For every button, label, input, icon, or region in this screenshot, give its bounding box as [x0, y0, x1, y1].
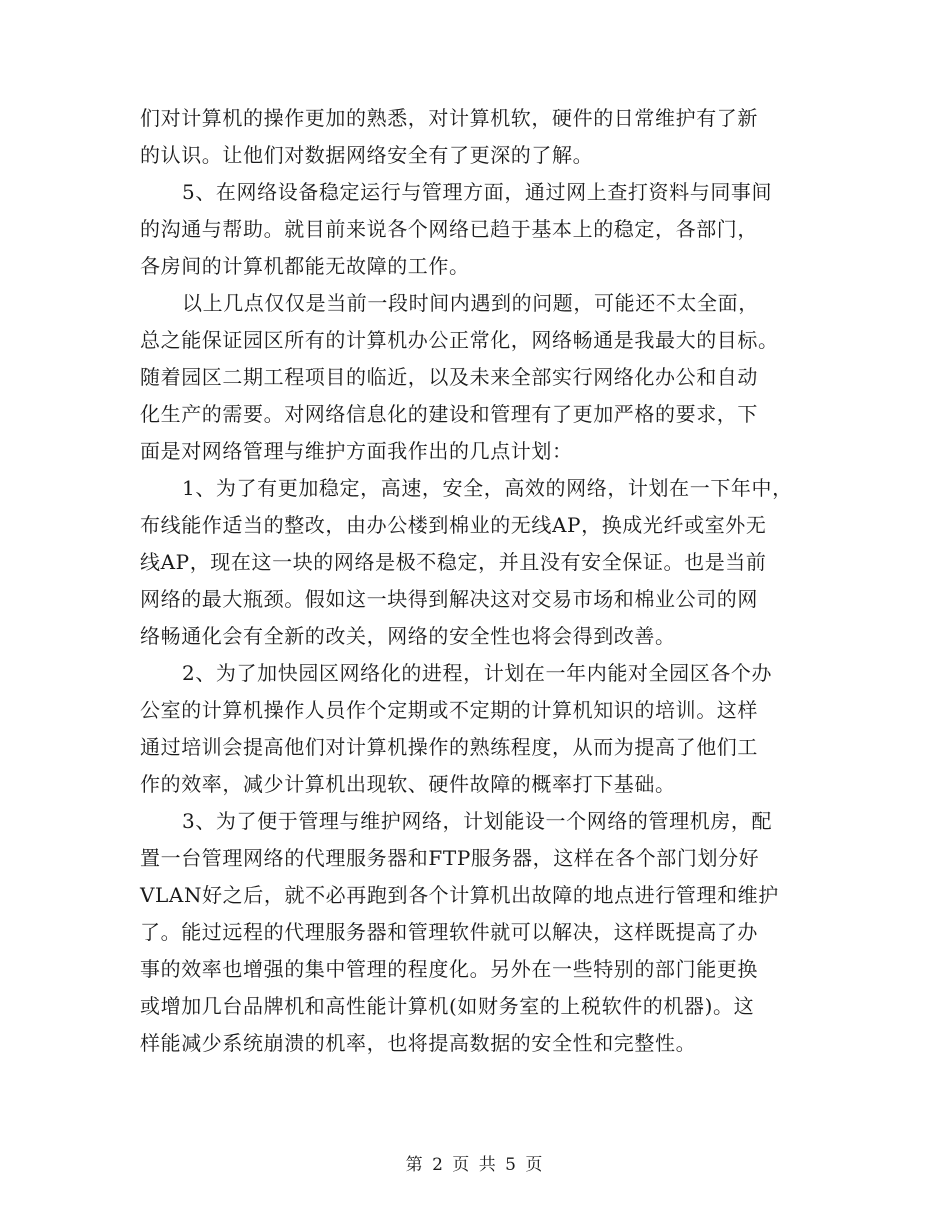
- page-number-footer: 第 2 页 共 5 页: [405, 1155, 545, 1175]
- text-line: 置一台管理网络的代理服务器和FTP服务器，这样在各个部门划分好: [140, 846, 760, 870]
- text-line: 或增加几台品牌机和高性能计算机(如财务室的上税软件的机器)。这: [140, 994, 755, 1018]
- text-line: 事的效率也增强的集中管理的程度化。另外在一些特别的部门能更换: [140, 957, 758, 981]
- text-line: 5、在网络设备稳定运行与管理方面，通过网上查打资料与同事间: [182, 180, 773, 204]
- text-line: 们对计算机的操作更加的熟悉，对计算机软，硬件的日常维护有了新: [140, 106, 758, 130]
- text-line: 3、为了便于管理与维护网络，计划能设一个网络的管理机房，配: [182, 809, 773, 833]
- text-line: 各房间的计算机都能无故障的工作。: [140, 254, 470, 278]
- document-body: [140, 100, 820, 1062]
- text-line: 作的效率，减少计算机出现软、硬件故障的概率打下基础。: [140, 772, 676, 796]
- text-line: 化生产的需要。对网络信息化的建设和管理有了更加严格的要求，下: [140, 402, 758, 426]
- text-line: 面是对网络管理与维护方面我作出的几点计划：: [140, 439, 573, 463]
- text-line: 样能减少系统崩溃的机率，也将提高数据的安全性和完整性。: [140, 1031, 697, 1055]
- text-line: 总之能保证园区所有的计算机办公正常化，网络畅通是我最大的目标。: [140, 328, 779, 352]
- text-line: 络畅通化会有全新的改关，网络的安全性也将会得到改善。: [140, 624, 676, 648]
- text-line: 以上几点仅仅是当前一段时间内遇到的问题，可能还不太全面，: [182, 291, 759, 315]
- text-line: 布线能作适当的整改，由办公楼到棉业的无线AP，换成光纤或室外无: [140, 513, 767, 537]
- text-line: 通过培训会提高他们对计算机操作的熟练程度，从而为提高了他们工: [140, 735, 758, 759]
- text-line: 1、为了有更加稳定，高速，安全，高效的网络，计划在一下年中，: [182, 476, 793, 500]
- text-line: 网络的最大瓶颈。假如这一块得到解决这对交易市场和棉业公司的网: [140, 587, 758, 611]
- text-line: 线AP，现在这一块的网络是极不稳定，并且没有安全保证。也是当前: [140, 550, 767, 574]
- text-line: 随着园区二期工程项目的临近，以及未来全部实行网络化办公和自动: [140, 365, 758, 389]
- text-line: 的认识。让他们对数据网络安全有了更深的了解。: [140, 143, 594, 167]
- text-line: 了。能过远程的代理服务器和管理软件就可以解决，这样既提高了办: [140, 920, 758, 944]
- text-line: 的沟通与帮助。就目前来说各个网络已趋于基本上的稳定，各部门，: [140, 217, 758, 241]
- text-line: 公室的计算机操作人员作个定期或不定期的计算机知识的培训。这样: [140, 698, 758, 722]
- text-line: 2、为了加快园区网络化的进程，计划在一年内能对全园区各个办: [182, 661, 773, 685]
- text-line: VLAN好之后，就不必再跑到各个计算机出故障的地点进行管理和维护: [140, 883, 779, 907]
